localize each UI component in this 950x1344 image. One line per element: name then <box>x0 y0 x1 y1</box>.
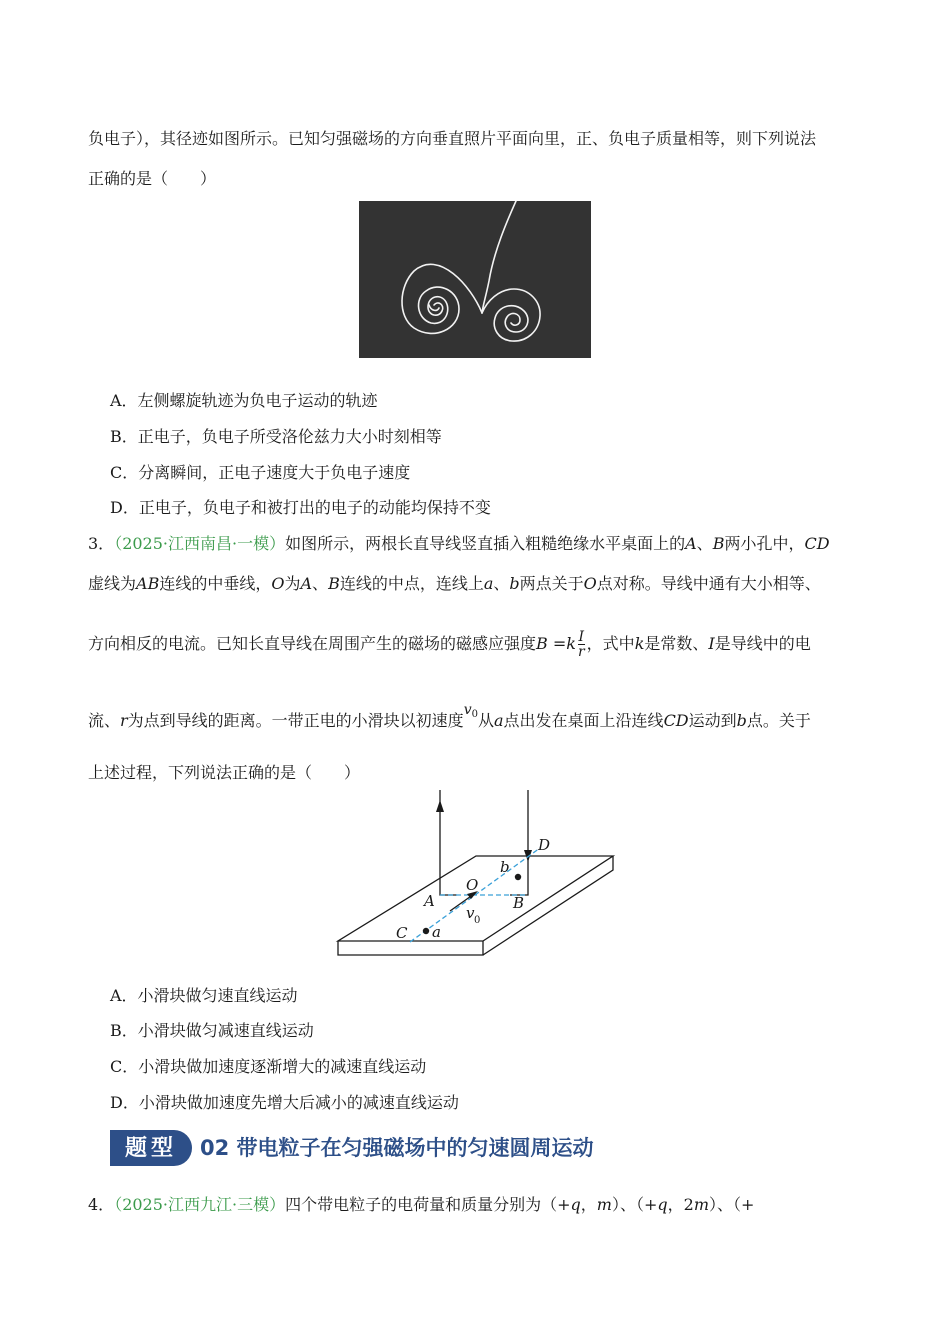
var-O: O <box>271 574 285 593</box>
q2-option-a: A．左侧螺旋轨迹为负电子运动的轨迹 <box>110 391 378 410</box>
var-b: b <box>509 574 520 593</box>
q3-sep: 、 <box>493 574 510 593</box>
fig-label-B: B <box>513 894 525 912</box>
fig-label-O: O <box>466 876 479 894</box>
q2-trajectory-photo <box>359 201 591 358</box>
fig-label-v0-sub: 0 <box>474 915 481 926</box>
var-A: A <box>685 534 697 553</box>
q3-line5: 上述过程，下列说法正确的是（ ） <box>88 763 361 782</box>
var-m: m <box>693 1195 709 1214</box>
q3-source: （2025·江西南昌·一模） <box>114 534 286 553</box>
q4-number: 4． <box>88 1195 115 1214</box>
q4-text: 四个带电粒子的电荷量和质量分别为（+ <box>285 1195 571 1214</box>
q2-stem-line2: 正确的是（ ） <box>88 169 217 188</box>
q3-text: 虚线为 <box>88 574 137 593</box>
q3-text: 点对称。导线中通有大小相等、 <box>596 574 821 593</box>
var-v-sub: 0 <box>471 709 478 720</box>
q3-line4 <box>88 702 811 738</box>
q3-text: 从 <box>477 711 494 730</box>
q3-text: 点。关于 <box>746 711 811 730</box>
var-r: r <box>120 711 128 730</box>
q3-line3 <box>88 630 811 659</box>
q3-text: 连线的中垂线， <box>159 574 272 593</box>
formula-lhs: B =k <box>536 634 576 653</box>
q3-sep: 、 <box>312 574 329 593</box>
q3-text: 流、 <box>88 711 121 730</box>
var-CD: CD <box>663 711 689 730</box>
q3-text: 为点到导线的距离。一带正电的小滑块以初速度 <box>127 711 464 730</box>
fig-label-b: b <box>500 858 510 876</box>
q3-option-d: D．小滑块做加速度先增大后减小的减速直线运动 <box>110 1093 459 1112</box>
fig-label-D: D <box>538 836 551 854</box>
q3-text: 为 <box>284 574 301 593</box>
section-title: 02 带电粒子在匀强磁场中的匀速圆周运动 <box>200 1136 594 1160</box>
q3-line2 <box>88 573 821 595</box>
q3-line1 <box>88 533 830 555</box>
var-AB: AB <box>136 574 160 593</box>
fig-label-C: C <box>396 924 408 942</box>
var-CD: CD <box>804 534 830 553</box>
formula-numerator: I <box>578 629 585 645</box>
q3-option-a: A．小滑块做匀速直线运动 <box>110 986 298 1005</box>
q4-text: ）、（+ <box>708 1195 755 1214</box>
q3-option-b: B．小滑块做匀减速直线运动 <box>110 1021 314 1040</box>
q4-comma: ， <box>580 1195 597 1214</box>
var-A: A <box>300 574 313 593</box>
q3-text: 是导线中的电 <box>714 634 811 653</box>
q3-text: 是常数、 <box>644 634 709 653</box>
q3-wire-table-figure <box>330 790 620 960</box>
var-b: b <box>736 711 747 730</box>
var-B: B <box>712 534 725 553</box>
q2-stem-line1: 负电子），其径迹如图所示。已知匀强磁场的方向垂直照片平面向里，正、负电子质量相等，则下列说法 <box>88 129 817 148</box>
q3-text: 方向相反的电流。已知长直导线在周围产生的磁场的磁感应强度 <box>88 634 537 653</box>
var-I: I <box>708 634 715 653</box>
fig-label-a: a <box>432 923 441 941</box>
q4-source: （2025·江西九江·三模） <box>114 1195 286 1214</box>
q2-option-c: C．分离瞬间，正电子速度大于负电子速度 <box>110 463 411 482</box>
var-a: a <box>483 574 494 593</box>
var-m: m <box>596 1195 612 1214</box>
fig-label-A: A <box>424 892 435 910</box>
q4-text: ，2 <box>667 1195 694 1214</box>
q4-text: ）、（+ <box>611 1195 658 1214</box>
section-tag: 题型 <box>110 1130 192 1166</box>
q3-number: 3． <box>88 534 115 553</box>
q3-text: 两点关于 <box>519 574 584 593</box>
var-q: q <box>657 1195 668 1214</box>
formula-fraction <box>578 630 585 659</box>
var-q: q <box>570 1195 581 1214</box>
var-v: v <box>463 702 472 718</box>
q3-option-c: C．小滑块做加速度逐渐增大的减速直线运动 <box>110 1057 427 1076</box>
fig-label-v0: v <box>466 904 475 922</box>
section-banner <box>110 1130 630 1166</box>
q3-text: 两小孔中， <box>724 534 805 553</box>
var-v0 <box>464 702 478 718</box>
q3-text: 如图所示，两根长直导线竖直插入粗糙绝缘水平桌面上的 <box>285 534 686 553</box>
var-B: B <box>328 574 340 593</box>
q3-text: 连线的中点，连线上 <box>339 574 484 593</box>
formula-denominator: r <box>577 644 585 660</box>
q2-option-d: D．正电子，负电子和被打出的电子的动能均保持不变 <box>110 498 491 517</box>
q3-text: ，式中 <box>586 634 635 653</box>
q4-line1 <box>88 1194 754 1216</box>
var-O: O <box>583 574 597 593</box>
var-k: k <box>634 634 645 653</box>
q3-sep: 、 <box>696 534 713 553</box>
q3-text: 运动到 <box>688 711 737 730</box>
var-a: a <box>494 711 504 730</box>
q2-option-b: B．正电子，负电子所受洛伦兹力大小时刻相等 <box>110 427 442 446</box>
q3-text: 点出发在桌面上沿连线 <box>503 711 664 730</box>
